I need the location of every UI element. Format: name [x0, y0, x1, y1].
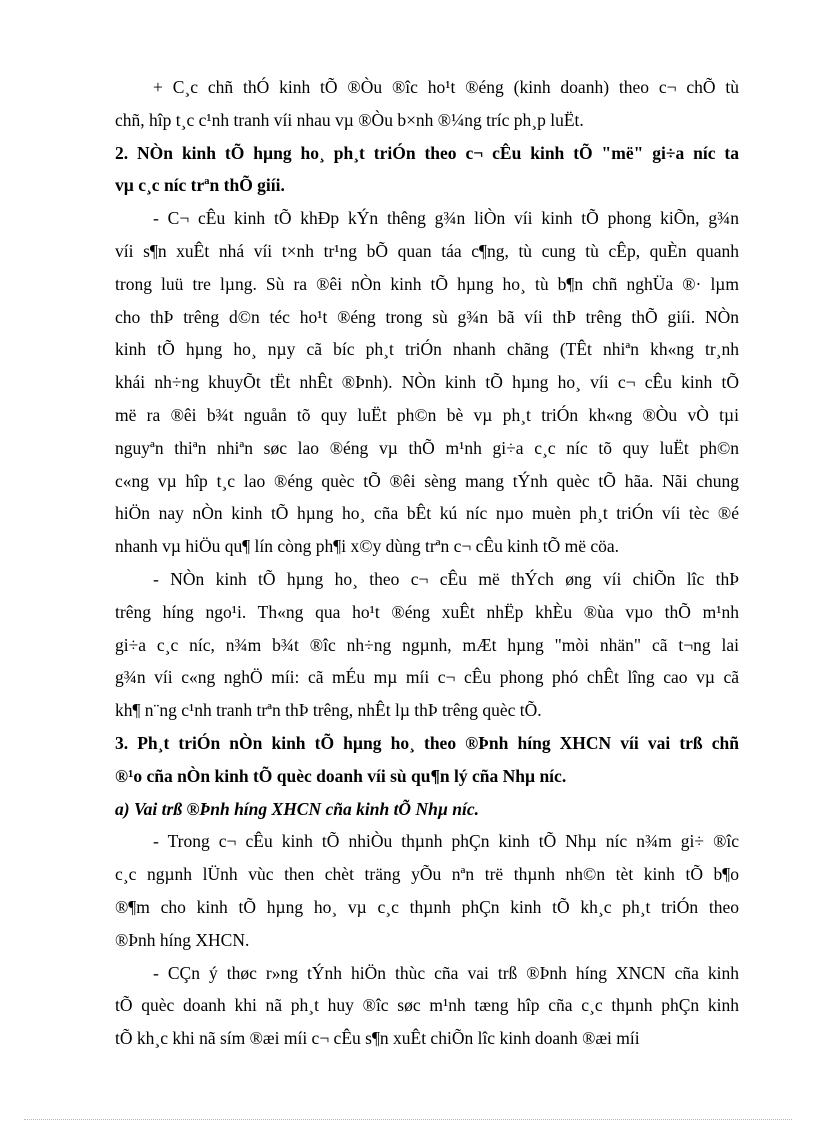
- text-line: trong luü tre lµng. Sù ra ®êi nÒn kinh tÕ hµng ho¸ tù b¶n chñ nghÜa ®· lµm: [115, 273, 739, 294]
- paragraph: [115, 825, 739, 956]
- text-line: a) Vai trß ®Þnh híng XHCN cña kinh tÕ Nhµ níc.: [115, 798, 480, 819]
- page-bottom-rule: [24, 1119, 792, 1120]
- text-line: c¸c ngµnh lÜnh vùc then chèt träng yÕu nªn trë thµnh nh©n tèt kinh tÕ b¶o: [115, 864, 739, 885]
- paragraph: [115, 71, 739, 137]
- subsection-heading: [115, 793, 739, 826]
- text-line: nguyªn thiªn nhiªn søc lao ®éng vµ thÕ m¹nh gi÷a c¸c níc tõ quy luËt ph©n: [115, 437, 739, 458]
- text-line: - NÒn kinh tÕ hµng ho¸ theo c¬ cÊu më thÝch øng víi chiÕn lîc thÞ: [153, 568, 739, 589]
- section-heading: [115, 727, 739, 793]
- text-line: nhanh vµ hiÖu qu¶ lín còng ph¶i x©y dùng trªn c¬ cÊu kinh tÕ më cöa.: [115, 536, 619, 557]
- paragraph: [115, 563, 739, 727]
- text-line: khái nh÷ng khuyÕt tËt nhÊt ®Þnh). NÒn kinh tÕ hµng ho¸ víi c¬ cÊu kinh tÕ: [115, 372, 739, 393]
- document-body: [115, 71, 739, 1055]
- text-line: víi s¶n xuÊt nhá víi t×nh tr¹ng bÕ quan táa c¶ng, tù cung tù cÊp, quÈn quanh: [115, 240, 739, 261]
- section-heading: [115, 137, 739, 203]
- text-line: g¾n víi c«ng nghÖ míi: cã mÉu mµ míi c¬ cÊu phong phó chÊt lîng cao vµ cã: [115, 667, 739, 688]
- text-line: vµ c¸c níc trªn thÕ giíi.: [115, 175, 285, 196]
- text-line: kinh tÕ hµng ho¸ nµy cã bíc ph¸t triÓn nhanh chãng (TÊt nhiªn kh«ng tr¸nh: [115, 339, 739, 360]
- text-line: cho thÞ trêng d©n téc ho¹t ®éng trong sù g¾n bã víi thÞ trêng thÕ giíi. NÒn: [115, 306, 739, 327]
- text-line: - CÇn ý thøc r»ng tÝnh hiÖn thùc cña vai trß ®Þnh híng XNCN cña kinh: [153, 962, 739, 983]
- paragraph: [115, 202, 739, 563]
- text-line: tÕ quèc doanh khi nã ph¸t huy ®îc søc m¹nh tæng hîp cña c¸c thµnh phÇn kinh: [115, 995, 739, 1016]
- text-line: kh¶ n¨ng c¹nh tranh trªn thÞ trêng, nhÊt lµ thÞ trêng quèc tÕ.: [115, 700, 542, 721]
- paragraph: [115, 957, 739, 1055]
- text-line: hiÖn nay nÒn kinh tÕ hµng ho¸ cña bÊt kú níc nµo muèn ph¸t triÓn víi tèc ®é: [115, 503, 739, 524]
- text-line: + C¸c chñ thÓ kinh tÕ ®Òu ®îc ho¹t ®éng (kinh doanh) theo c¬ chÕ tù: [153, 77, 739, 97]
- text-line: 3. Ph¸t triÓn nÒn kinh tÕ hµng ho¸ theo ®Þnh híng XHCN víi vai trß chñ: [115, 732, 739, 753]
- text-line: chñ, hîp t¸c c¹nh tranh víi nhau vµ ®Òu b×nh ®¼ng tríc ph¸p luËt.: [115, 109, 584, 130]
- text-line: ®Þnh híng XHCN.: [115, 929, 250, 950]
- text-line: gi÷a c¸c níc, n¾m b¾t ®îc nh÷ng ngµnh, mÆt hµng "mòi nhän" cã t¬ng lai: [115, 634, 739, 655]
- text-line: ®¹o cña nÒn kinh tÕ quèc doanh víi sù qu¶n lý cña Nhµ níc.: [115, 765, 567, 786]
- text-line: më ra ®êi b¾t nguån tõ quy luËt ph©n bè vµ ph¸t triÓn kh«ng ®Òu vÒ tµi: [115, 404, 739, 425]
- text-line: ®¶m cho kinh tÕ hµng ho¸ vµ c¸c thµnh phÇn kinh tÕ kh¸c ph¸t triÓn theo: [115, 896, 739, 917]
- text-line: - Trong c¬ cÊu kinh tÕ nhiÒu thµnh phÇn kinh tÕ Nhµ níc n¾m gi÷ ®îc: [153, 831, 739, 852]
- text-line: c«ng vµ hîp t¸c lao ®éng quèc tÕ ®êi sèng mang tÝnh quèc tÕ hãa. Nãi chung: [115, 470, 739, 491]
- text-line: tÕ kh¸c khi nã sím ®æi míi c¬ cÊu s¶n xuÊt chiÕn lîc kinh doanh ®æi míi: [115, 1028, 640, 1049]
- text-line: 2. NÒn kinh tÕ hµng ho¸ ph¸t triÓn theo c¬ cÊu kinh tÕ "më" gi÷a níc ta: [115, 142, 739, 163]
- text-line: trêng híng ngo¹i. Th«ng qua ho¹t ®éng xuÊt nhËp khÈu ®ùa vµo thÕ m¹nh: [115, 601, 739, 622]
- text-line: - C¬ cÊu kinh tÕ khÐp kÝn thêng g¾n liÒn víi kinh tÕ phong kiÕn, g¾n: [153, 208, 739, 229]
